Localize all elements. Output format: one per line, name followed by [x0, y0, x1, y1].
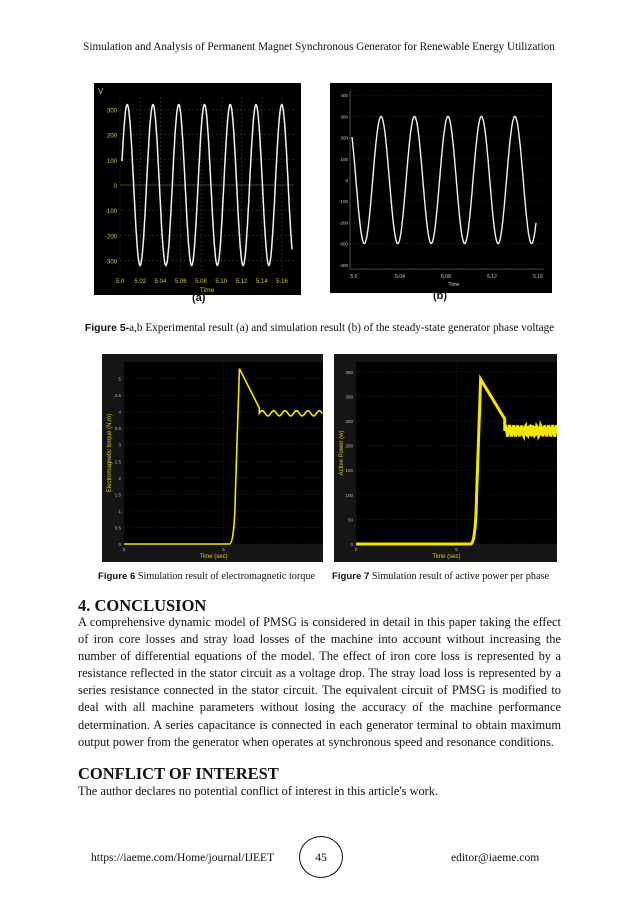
y-tick-label: 0: [345, 178, 348, 183]
figure-5b-plot: [330, 83, 552, 293]
y-tick-label: 1.5: [114, 492, 121, 498]
y-tick-label: 0.5: [114, 525, 121, 531]
page-number: 45: [315, 851, 327, 864]
y-tick-label: -400: [338, 262, 348, 268]
y-tick-label: 350: [345, 369, 353, 375]
y-tick-label: 100: [340, 156, 348, 162]
conclusion-heading: 4. CONCLUSION: [78, 596, 207, 615]
y-tick-label: 200: [106, 133, 117, 140]
x-tick-label: 0: [122, 547, 126, 552]
y-tick-label: 4: [118, 409, 121, 415]
figure-5-caption-label: Figure 5-: [84, 322, 130, 334]
y-tick-label: 1: [118, 508, 121, 514]
x-axis-label: Time (sec): [199, 554, 228, 560]
running-header: Simulation and Analysis of Permanent Magnet Synchronous Generator for Renewable Energy Utilization: [83, 41, 555, 53]
x-tick-label: 5: [222, 547, 225, 552]
y-axis-label: Active Power (w): [339, 430, 345, 476]
figure-7-plot: [334, 354, 557, 562]
figure-5a-label: (a): [192, 292, 206, 304]
x-axis-label: Time: [448, 282, 460, 288]
y-tick-label: 2: [118, 475, 121, 481]
figure-7-svg: [334, 354, 557, 562]
y-tick-label: 0: [113, 184, 117, 190]
x-tick-label: 5.0: [350, 274, 358, 280]
figure-5a-svg: [94, 83, 301, 295]
figure-5-caption: [78, 321, 561, 335]
y-axis-label: V: [98, 87, 104, 96]
x-tick-label: 5.10: [215, 279, 228, 285]
y-tick-label: -300: [104, 259, 117, 266]
y-tick-label: 4.5: [114, 393, 121, 399]
footer-url: https://iaeme.com/Home/journal/IJEET: [91, 851, 275, 864]
x-tick-label: 5.02: [134, 279, 147, 285]
conclusion-paragraph: A comprehensive dynamic model of PMSG is considered in detail in this paper taking the effect of iron core losses and stray load losses of the machine into account without increasing the number of differential equations of the model. The effect of iron core loss is represented by a resistance reflected in the stator circuit as a voltage drop. The stray load loss is represented by a series resistance connected in the stator circuit. The equivalent circuit of PMSG is modified to deal with all machine parameters without losing the accuracy of the machine performance determination. A series capacitance is connected in each generator terminal to obtain maximum output power from the generator when operates at synchronous speed and resonance conditions.: [78, 615, 561, 749]
figure-6-caption: [98, 571, 315, 582]
figure-5b-svg: [330, 83, 552, 293]
figure-5b-label: (b): [433, 290, 448, 302]
figure-6-svg: [102, 354, 323, 562]
x-tick-label: 5.14: [255, 279, 268, 285]
x-tick-label: 5.0: [115, 279, 125, 285]
x-tick-label: 5.04: [395, 274, 405, 280]
y-tick-label: 100: [345, 492, 353, 498]
x-tick-label: 0: [354, 547, 358, 552]
voltage-trace-b: [352, 116, 536, 243]
y-tick-label: -300: [338, 241, 348, 247]
figure-7-caption: [332, 571, 549, 582]
x-tick-label: 5.16: [276, 279, 288, 285]
y-tick-label: 2.5: [114, 459, 121, 465]
y-tick-label: 5: [118, 376, 121, 382]
figure-6-caption-label: Figure 6: [98, 571, 136, 582]
y-tick-label: 200: [340, 135, 348, 141]
figure-7-caption-text: Simulation result of active power per phase: [369, 571, 549, 582]
x-tick-label: 5.08: [195, 279, 207, 285]
figure-6-caption-text: Simulation result of electromagnetic torque: [135, 571, 315, 582]
y-tick-label: 300: [106, 108, 117, 115]
y-tick-label: 3: [118, 442, 121, 448]
x-tick-label: 5.16: [533, 274, 543, 280]
x-tick-label: 5.12: [487, 274, 497, 280]
conflict-paragraph: The author declares no potential conflict of interest in this article's work.: [78, 784, 439, 798]
y-axis-label: Electromagnetic torque (N.m): [107, 413, 113, 493]
y-tick-label: -200: [104, 234, 117, 241]
y-tick-label: 3.5: [114, 426, 121, 432]
figure-5-caption-text: a,b Experimental result (a) and simulation result (b) of the steady-state generator phase voltage: [129, 322, 555, 334]
y-tick-label: 100: [106, 158, 117, 165]
x-tick-label: 5: [455, 547, 458, 552]
x-tick-label: 5.04: [154, 279, 167, 285]
y-tick-label: 150: [345, 468, 353, 474]
y-tick-label: 250: [345, 419, 353, 425]
conflict-heading: CONFLICT OF INTEREST: [78, 764, 279, 783]
y-tick-label: 200: [345, 443, 353, 449]
figure-6-plot: [102, 354, 323, 562]
x-tick-label: 5.06: [174, 279, 187, 285]
footer-email: editor@iaeme.com: [451, 851, 540, 864]
y-tick-label: 300: [345, 394, 353, 400]
y-tick-label: 400: [340, 93, 348, 99]
figure-5a-plot: [94, 83, 301, 295]
x-axis-label: Time: [199, 287, 215, 294]
y-tick-label: -200: [338, 220, 348, 226]
y-tick-label: 300: [340, 114, 348, 120]
y-tick-label: -100: [104, 209, 117, 216]
y-tick-label: 0: [350, 542, 353, 547]
y-tick-label: 0: [118, 542, 121, 547]
x-axis-label: Time (sec): [432, 554, 461, 560]
x-tick-label: 5.08: [441, 274, 451, 280]
y-tick-label: -100: [338, 199, 348, 205]
y-tick-label: 50: [347, 517, 353, 523]
x-tick-label: 5.12: [235, 279, 248, 285]
figure-7-caption-label: Figure 7: [332, 571, 370, 582]
